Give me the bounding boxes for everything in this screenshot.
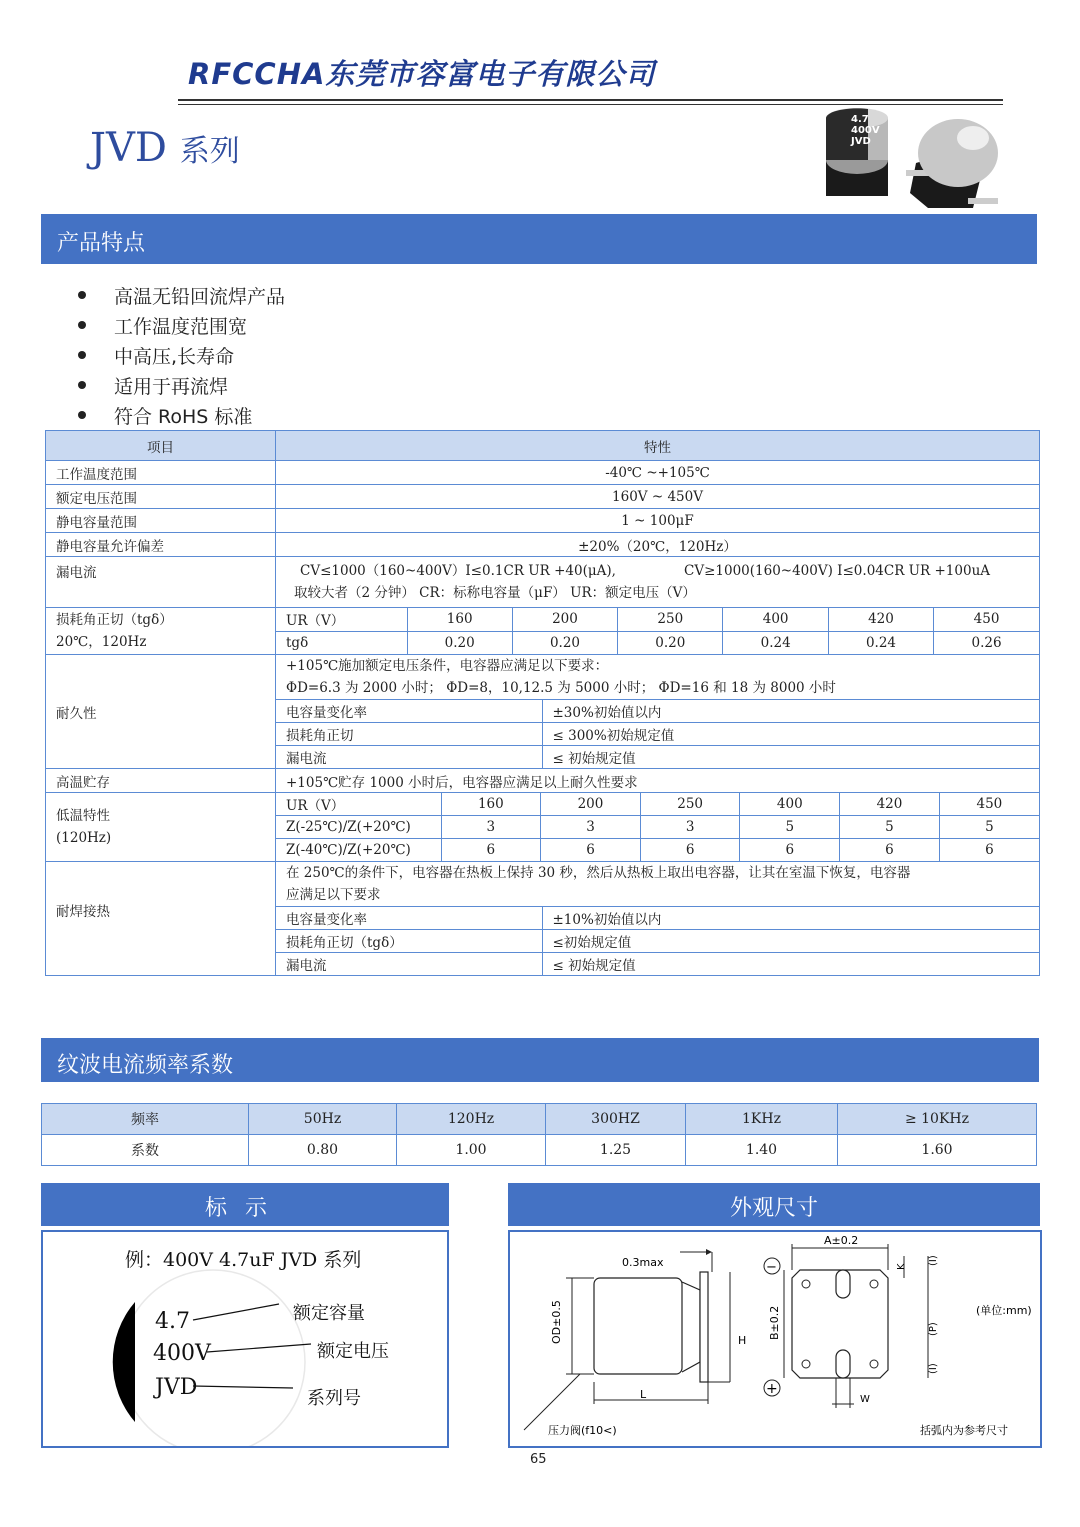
list-item: 高温无铅回流焊产品 bbox=[78, 280, 285, 310]
terminal-bottom bbox=[836, 1350, 850, 1378]
bullet-icon bbox=[78, 321, 86, 329]
terminal-top bbox=[836, 1270, 850, 1298]
product-print-line1: 4.7 bbox=[851, 114, 869, 125]
product-print-line3: JVD bbox=[851, 136, 871, 147]
leader-line bbox=[193, 1386, 293, 1388]
leader-line bbox=[207, 1344, 311, 1352]
dim-label-h: H bbox=[738, 1334, 747, 1347]
leader-line bbox=[193, 1304, 279, 1320]
capacitor-top-outline bbox=[121, 1270, 305, 1446]
dim-label-w: W bbox=[860, 1394, 870, 1405]
dim-label-a: A±0.2 bbox=[824, 1234, 859, 1247]
spec-header-char: 特性 bbox=[276, 431, 1040, 461]
marking-diagram bbox=[43, 1232, 447, 1446]
label-series: 系列号 bbox=[307, 1388, 361, 1409]
bullet-icon bbox=[78, 411, 86, 419]
table-row: 工作温度范围 -40℃ ~+105℃ bbox=[46, 461, 1040, 485]
dim-label-03max: 0.3max bbox=[622, 1256, 664, 1269]
series-name: JVD bbox=[90, 125, 167, 171]
product-photo bbox=[818, 108, 1018, 218]
features-banner: 产品特点 bbox=[41, 214, 1037, 264]
capacitor-base bbox=[700, 1272, 708, 1382]
capacitor-side-body bbox=[594, 1278, 682, 1374]
dimensions-panel bbox=[508, 1230, 1042, 1448]
product-print-line2: 400V bbox=[851, 125, 880, 136]
spec-table bbox=[45, 430, 1040, 976]
plus-sign: + bbox=[766, 1381, 778, 1397]
table-row: 额定电压范围 160V ~ 450V bbox=[46, 485, 1040, 509]
tan-delta-cell: UR（V） 160 200 250 400 420 450 tgδ 0.20 0.20 0.20 0.24 0.24 0.26 bbox=[276, 608, 1040, 655]
table-row: 耐久性 +105℃施加额定电压条件，电容器应满足以下要求： ΦD=6.3 为 2000 小时； ΦD=8，10,12.5 为 5000 小时； ΦD=16 和 18 为 8000 小时 电容量变化率 ±30%初始值以内 损耗角正切 ≤ 300%初始规定值 漏电流 ≤ 初始规定值 bbox=[46, 655, 1040, 769]
header-rule-thin bbox=[178, 104, 1003, 105]
solder-heat-cell: 在 250℃的条件下，电容器在热板上保持 30 秒，然后从热板上取出电容器，让其在室温下恢复，电容器 应满足以下要求 电容量变化率 ±10%初始值以内 损耗角正切（tgδ） ≤初始规定值 漏电流 ≤ 初始规定值 bbox=[276, 862, 1040, 976]
series-title bbox=[90, 125, 240, 171]
label-voltage: 额定电压 bbox=[317, 1341, 389, 1362]
ripple-table bbox=[41, 1103, 1037, 1166]
header-rule bbox=[178, 99, 1003, 101]
table-row: 系数 0.80 1.00 1.25 1.40 1.60 bbox=[42, 1135, 1037, 1166]
dim-label-vent: 压力阀(f10<) bbox=[548, 1424, 617, 1437]
dim-label-od: OD±0.5 bbox=[550, 1300, 563, 1344]
dim-label-i2: (I) bbox=[928, 1363, 939, 1374]
table-row: 耐焊接热 在 250℃的条件下，电容器在热板上保持 30 秒，然后从热板上取出电容器，让其在室温下恢复，电容器 应满足以下要求 电容量变化率 ±10%初始值以内 损耗角正切（tgδ） ≤初始规定值 漏电流 ≤ 初始规定值 bbox=[46, 862, 1040, 976]
list-item: 符合 RoHS 标准 bbox=[78, 400, 285, 430]
table-row: 频率 50Hz 120Hz 300HZ 1KHz ≥ 10KHz bbox=[42, 1104, 1037, 1135]
table-row: 静电容量范围 1 ~ 100μF bbox=[46, 509, 1040, 533]
leakage-cell: CV≤1000（160~400V）I≤0.1CR UR +40(μA), CV≥1000(160~400V) I≤0.04CR UR +100uA 取较大者（2 分钟） CR：标称电容量（μF） UR：额定电压（V） bbox=[276, 557, 1040, 608]
dim-label-k: K bbox=[896, 1263, 907, 1270]
dimensions-banner: 外观尺寸 bbox=[508, 1183, 1040, 1226]
low-temp-cell: UR（V） 160 200 250 400 420 450 Z(-25℃)/Z(+20℃) 3 3 3 5 5 5 Z(-40℃)/Z(+20℃) 6 6 6 6 6 6 bbox=[276, 793, 1040, 862]
marking-panel bbox=[41, 1230, 449, 1448]
bullet-icon bbox=[78, 291, 86, 299]
tan-delta-label: 损耗角正切（tgδ） 20℃，120Hz bbox=[46, 608, 276, 655]
ripple-banner: 纹波电流频率系数 bbox=[41, 1038, 1039, 1082]
reference-note: 括弧内为参考尺寸 bbox=[920, 1424, 1008, 1437]
table-row: 静电容量允许偏差 ±20%（20℃，120Hz） bbox=[46, 533, 1040, 557]
bullet-icon bbox=[78, 381, 86, 389]
marking-series: JVD bbox=[155, 1375, 198, 1400]
table-row bbox=[46, 608, 1040, 655]
marking-banner: 标示 bbox=[41, 1183, 449, 1226]
marking-capacitance: 4.7 bbox=[155, 1309, 190, 1334]
table-row bbox=[46, 431, 1040, 461]
minus-sign: − bbox=[766, 1260, 777, 1275]
dim-label-l: L bbox=[640, 1388, 647, 1401]
dim-label-i1: (I) bbox=[928, 1255, 939, 1266]
dim-label-p: (P) bbox=[928, 1322, 939, 1336]
unit-note: (单位:mm) bbox=[976, 1304, 1032, 1317]
marking-example: 例：400V 4.7uF JVD 系列 bbox=[125, 1249, 362, 1271]
bullet-icon bbox=[78, 351, 86, 359]
table-row bbox=[46, 793, 1040, 862]
list-item: 适用于再流焊 bbox=[78, 370, 285, 400]
dim-label-b: B±0.2 bbox=[768, 1305, 781, 1340]
table-row: 高温贮存 +105℃贮存 1000 小时后，电容器应满足以上耐久性要求 bbox=[46, 769, 1040, 793]
spec-header-item: 项目 bbox=[46, 431, 276, 461]
endurance-cell: +105℃施加额定电压条件，电容器应满足以下要求： ΦD=6.3 为 2000 小时； ΦD=8，10,12.5 为 5000 小时； ΦD=16 和 18 为 8000 小时 电容量变化率 ±30%初始值以内 损耗角正切 ≤ 300%初始规定值 漏电流 ≤ 初始规定值 bbox=[276, 655, 1040, 769]
dimension-drawing bbox=[510, 1232, 1040, 1446]
series-suffix: 系列 bbox=[179, 134, 240, 169]
features-list bbox=[78, 280, 285, 430]
company-name: RFCCHA东莞市容富电子有限公司 bbox=[188, 57, 656, 91]
label-capacitance: 额定容量 bbox=[293, 1303, 365, 1324]
table-row: 漏电流 CV≤1000（160~400V）I≤0.1CR UR +40(μA), CV≥1000(160~400V) I≤0.04CR UR +100uA 取较大者（2 分钟） CR：标称电容量（μF） UR：额定电压（V） bbox=[46, 557, 1040, 608]
list-item: 工作温度范围宽 bbox=[78, 310, 285, 340]
low-temp-label: 低温特性 (120Hz) bbox=[46, 793, 276, 862]
marking-voltage: 400V bbox=[153, 1341, 211, 1366]
page-number: 65 bbox=[530, 1452, 547, 1467]
list-item: 中高压,长寿命 bbox=[78, 340, 285, 370]
